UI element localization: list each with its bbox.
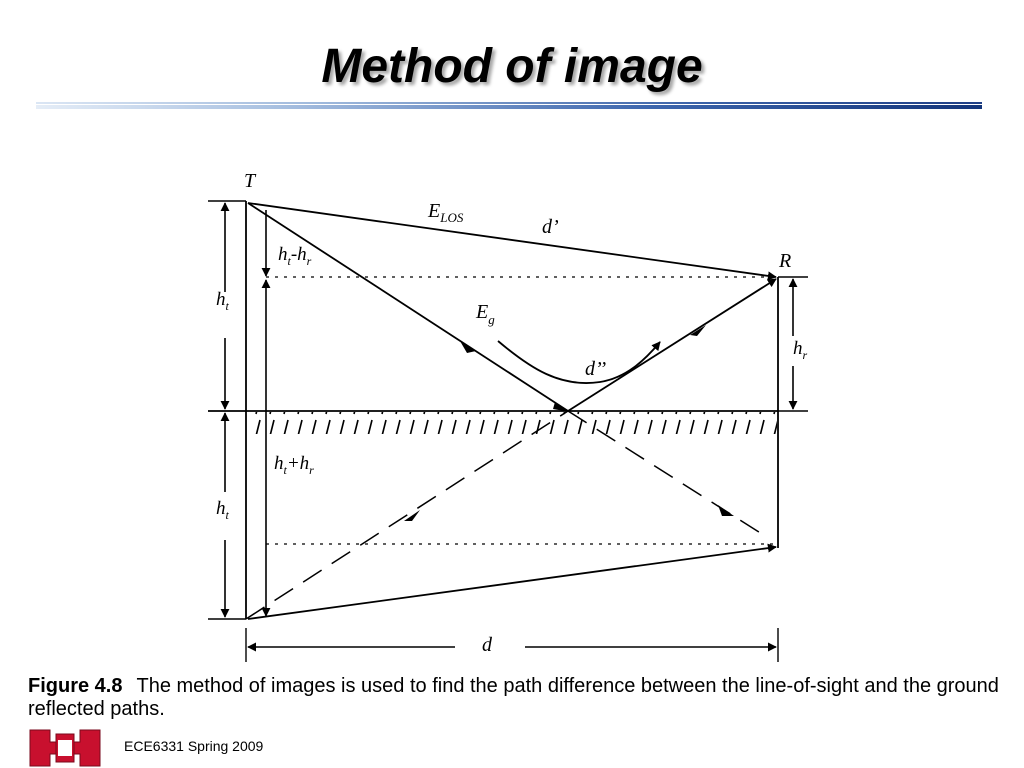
rx-height-label: $h_r$: [793, 338, 808, 362]
incident-ray-arrow: [460, 341, 476, 353]
image-ray-dashed: [246, 411, 568, 619]
image-mirror-ray-arrow: [718, 505, 734, 516]
figure-label: Figure 4.8: [28, 675, 123, 697]
height-sum-label: $h_t+h_r$: [274, 453, 314, 477]
los-path-label: d’: [542, 216, 559, 238]
ground-field-label: $E_g$: [476, 301, 495, 327]
reflected-ray-arrow: [690, 325, 706, 336]
image-height-label: $h_t$: [216, 498, 229, 522]
image-to-receiver-path: [248, 547, 776, 619]
eg-curve: [498, 341, 660, 383]
reflected-path-label: d’’: [585, 358, 607, 380]
transmitter-label: T: [244, 170, 256, 192]
slide-title: Method of image: [321, 40, 703, 93]
footer-course-label: ECE6331 Spring 2009: [124, 738, 264, 754]
university-logo: [28, 728, 102, 768]
los-field-label: $E_{LOS}$: [428, 200, 464, 225]
incident-ray: [248, 203, 568, 411]
los-path: [248, 203, 776, 277]
caption-text: The method of images is used to find the path difference between the line-of-sight and the ground reflected paths.: [28, 675, 999, 720]
figure-caption: [28, 675, 1018, 721]
distance-label: d: [482, 634, 492, 656]
reflected-ray: [568, 279, 776, 411]
ground-hatching: [252, 412, 777, 434]
tx-height-label: $h_t$: [216, 289, 229, 313]
receiver-label: R: [779, 250, 792, 272]
height-diff-label: $h_t-h_r$: [278, 244, 312, 268]
